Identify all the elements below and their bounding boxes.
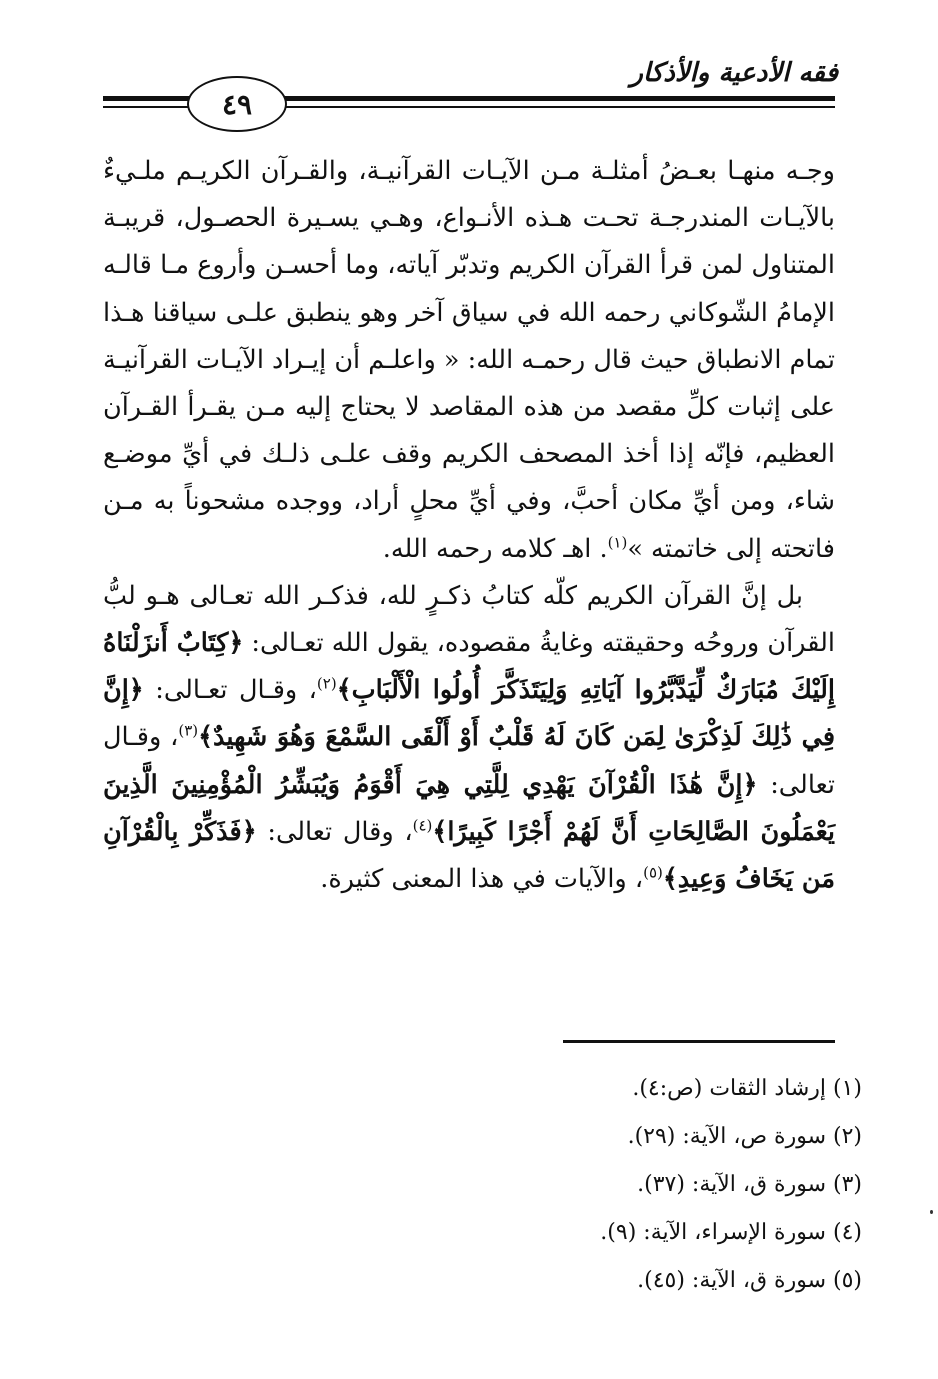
quran-verse-3: ﴿إِنَّ هَٰذَا الْقُرْآنَ يَهْدِي لِلَّتِي هِيَ أَقْوَمُ وَيُبَشِّرُ الْمُؤْمِنِينَ الَّذِينَ يَعْمَلُونَ الصَّالِحَاتِ أَنَّ لَهُمْ أَجْرًا كَبِيرًا﴾ bbox=[103, 769, 835, 847]
running-title: فقه الأدعية والأذكار bbox=[630, 58, 838, 88]
paragraph-1-text: وجـه منهـا بعـضُ أمثلـة مـن الآيـات القرآنيـة، والقـرآن الكريـم ملـيءٌ بالآيـات المندرجـة تحـت هـذه الأنـواع، وهـي يسـيرة الحصـول، قريبـة المتناول لمن قرأ القرآن الكريم وتدبّر آياته، وما أحسـن وأروع مـا قالـه الإمامُ الشّوكاني رحمه الله في سياق آخر وهو ينطبق علـى سياقنا هـذا تمام الانطباق حيث قال رحمـه الله: « واعلـم أن إيـراد الآيـات القرآنيـة على إثبات كلِّ مقصد من هذه المقاصد لا يحتاج إليه مـن يقـرأ القـرآن العظيم، فإنّه إذا أخذ المصحف الكريم وقف علـى ذلـك في أيِّ موضـع شاء، ومن أيِّ مكان أحبَّ، وفي أيِّ محلٍ أراد، ووجده مشحوناً به مـن فاتحته إلى خاتمته » bbox=[103, 156, 835, 564]
page-number: ٤٩ bbox=[187, 76, 287, 132]
quran-verse-4: ﴿فَذَكِّرْ بِالْقُرْآنِ مَن يَخَافُ وَعِيدِ﴾ bbox=[103, 816, 835, 895]
quran-verse-1: ﴿كِتَابٌ أَنزَلْنَاهُ إِلَيْكَ مُبَارَكٌ لِّيَدَّبَّرُوا آيَاتِهِ وَلِيَتَذَكَّرَ أُولُوا الْأَلْبَابِ﴾ bbox=[103, 628, 836, 706]
paragraph-1-tail: . اهـ كلامه رحمه الله. bbox=[382, 533, 608, 564]
footnote-ref-5: (٥) bbox=[643, 863, 663, 882]
paragraph-2-connector-3: ، وقال تعالى: bbox=[267, 816, 413, 847]
paragraph-1 bbox=[103, 148, 835, 573]
footnote-2: (٢) سورة ص، الآية: (٢٩). bbox=[627, 1124, 862, 1149]
paragraph-2-connector-2: ، وقـال تعالى: bbox=[103, 722, 835, 800]
footnote-4: (٤) سورة الإسراء، الآية: (٩). bbox=[600, 1220, 862, 1245]
footnote-ref-3: (٣) bbox=[178, 721, 199, 740]
footnote-1: (١) إرشاد الثقات (ص:٤). bbox=[632, 1076, 862, 1101]
footnote-5: (٥) سورة ق، الآية: (٤٥). bbox=[637, 1268, 862, 1293]
scan-speck bbox=[930, 1210, 933, 1214]
footnotes bbox=[442, 1065, 862, 1305]
quran-verse-2: ﴿إِنَّ فِي ذَٰلِكَ لَذِكْرَىٰ لِمَن كَانَ لَهُ قَلْبٌ أَوْ أَلْقَى السَّمْعَ وَهُوَ شَهِيدٌ﴾ bbox=[103, 675, 836, 753]
paragraph-2-text: بل إنَّ القرآن الكريم كلّه كتابُ ذكـرٍ لله، فذكـر الله تعـالى هـو لبُّ القرآن وروحُه وحقيقته وغايةُ مقصوده، يقول الله تعـالى: bbox=[103, 580, 835, 659]
footnote-3: (٣) سورة ق، الآية: (٣٧). bbox=[637, 1172, 862, 1197]
paragraph-2-tail: ، والآيات في هذا المعنى كثيرة. bbox=[320, 864, 644, 895]
footnote-ref-4: (٤) bbox=[412, 816, 433, 835]
footnote-ref-2: (٢) bbox=[316, 674, 337, 693]
paragraph-2-connector-1: ، وقـال تعـالى: bbox=[155, 675, 317, 706]
footnote-ref-1: (١) bbox=[607, 533, 628, 552]
paragraph-2 bbox=[103, 573, 835, 903]
footnote-separator bbox=[563, 1040, 835, 1043]
body-text bbox=[103, 148, 835, 903]
